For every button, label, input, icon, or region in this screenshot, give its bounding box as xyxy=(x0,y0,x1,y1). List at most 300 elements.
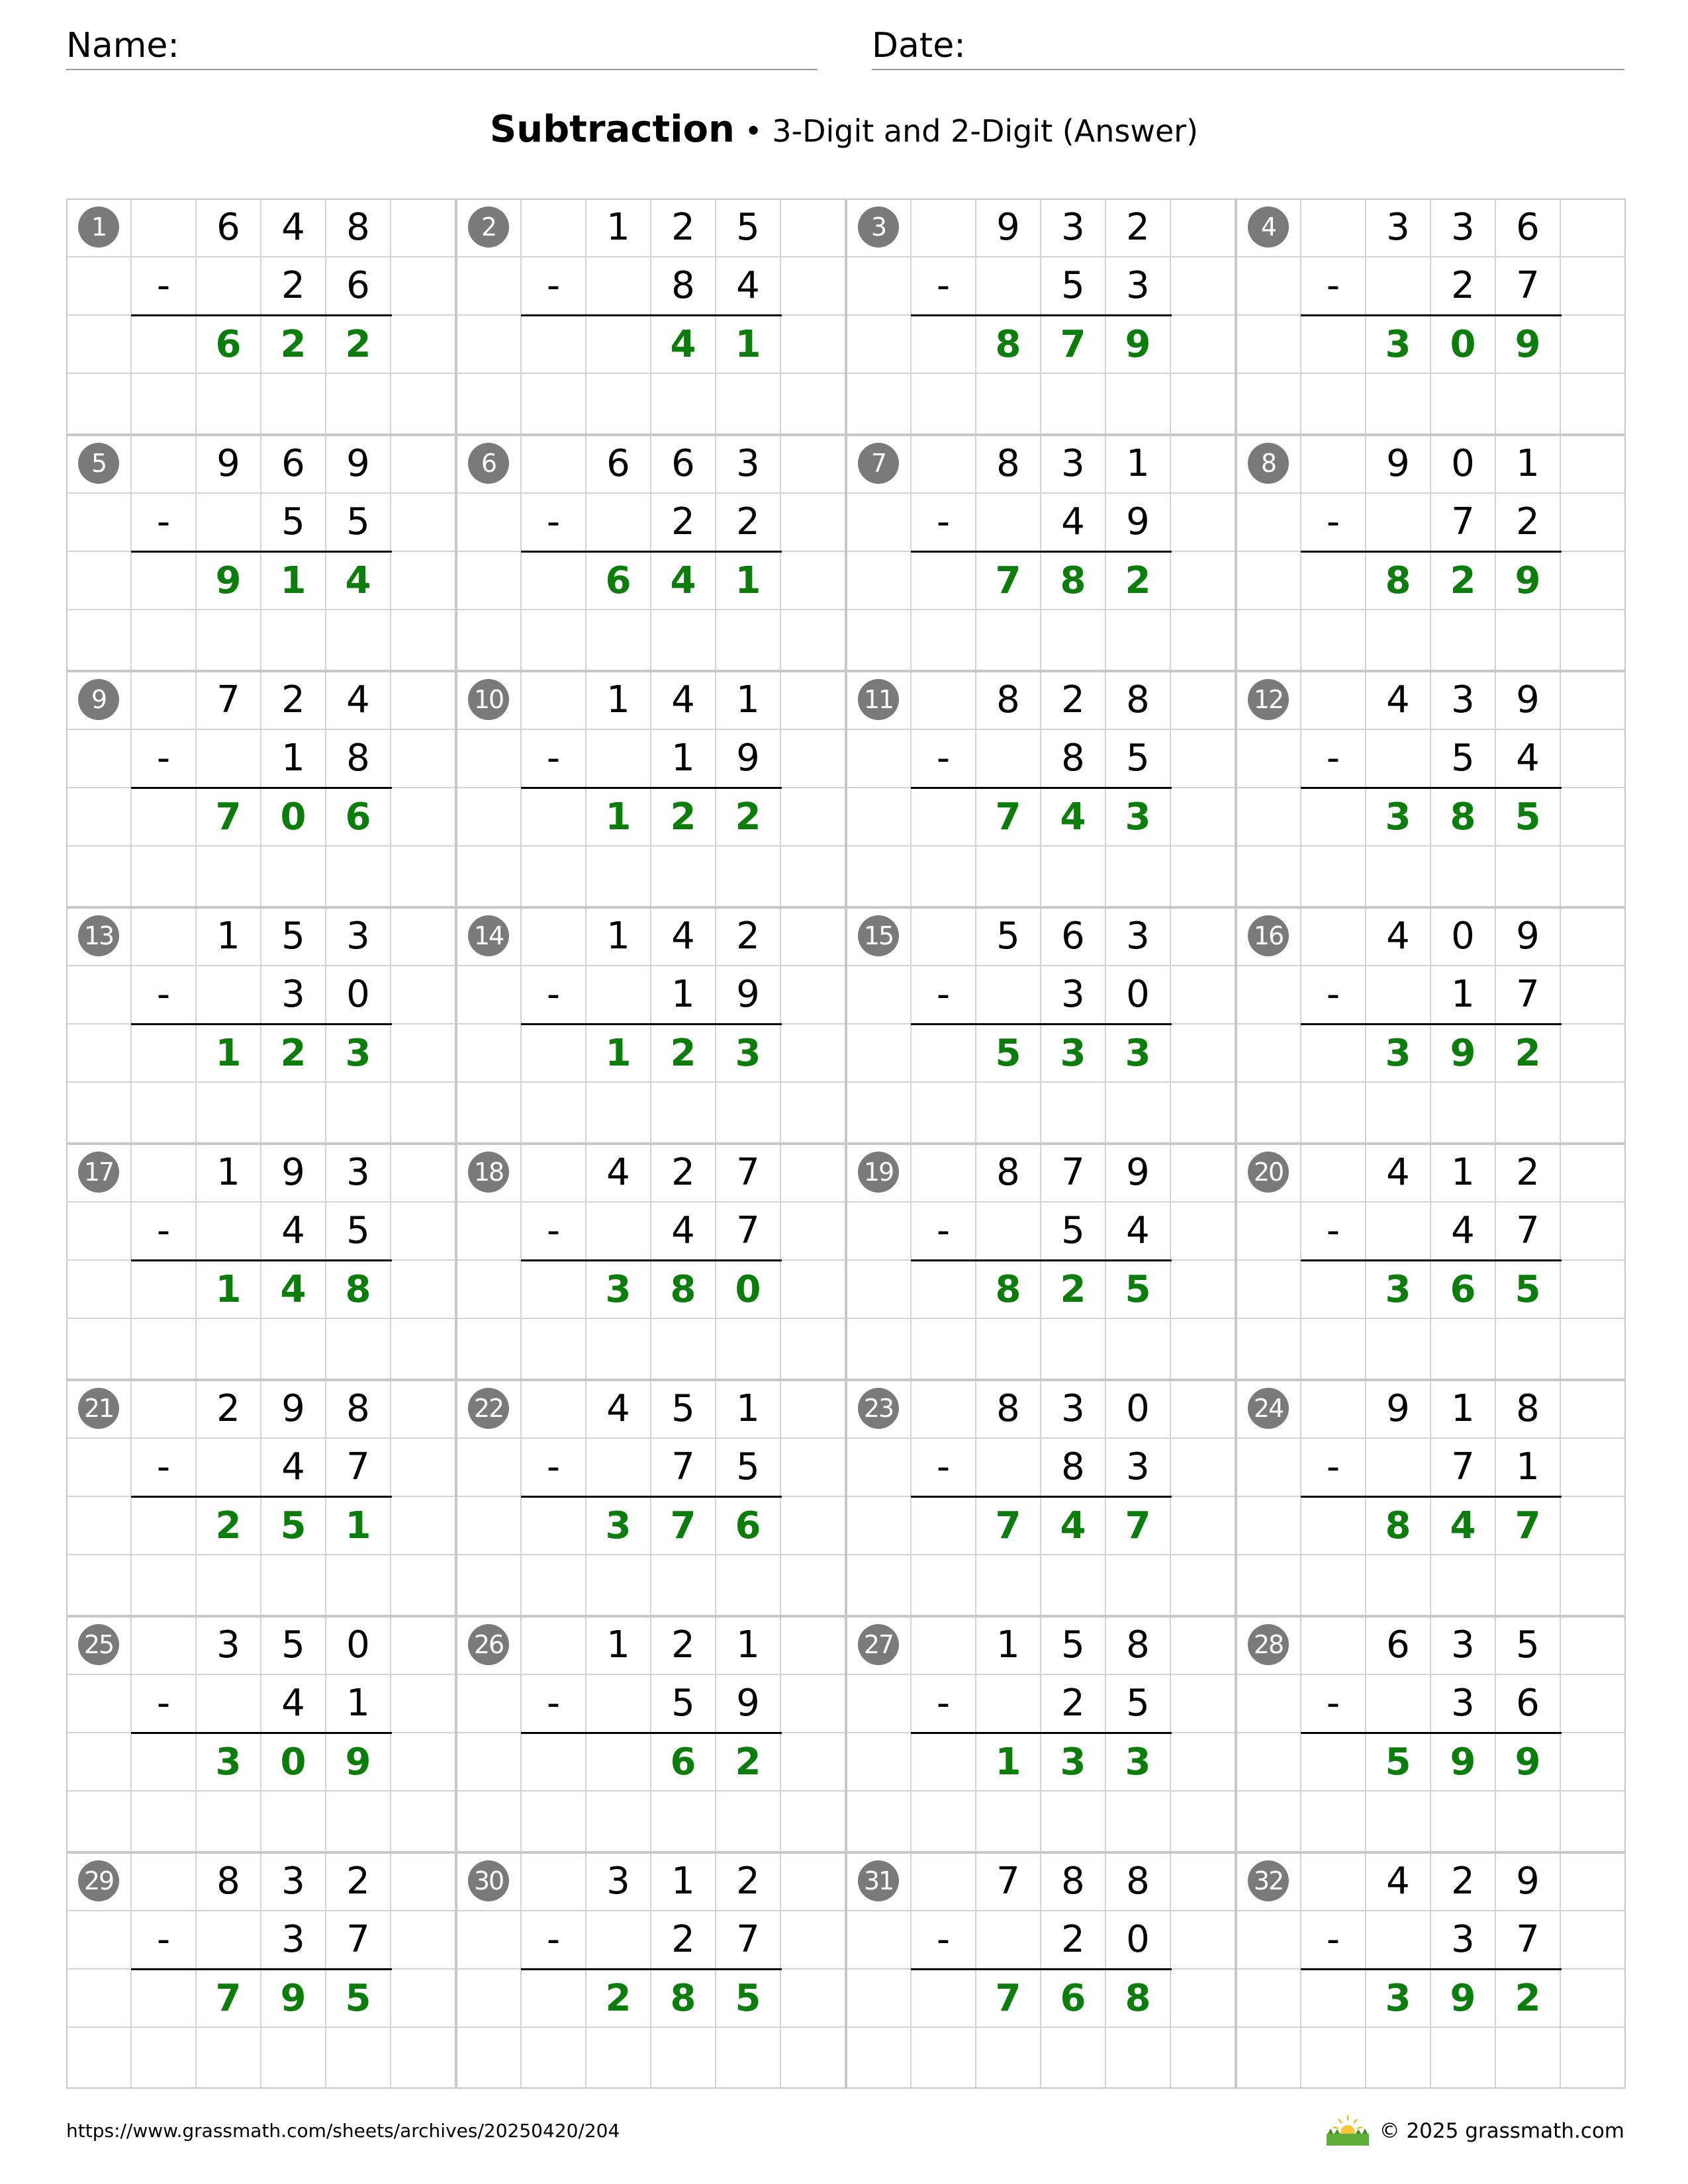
minus-sign: - xyxy=(546,1445,561,1489)
problem-number-badge: 20 xyxy=(1248,1152,1289,1193)
answer-digit: 5 xyxy=(345,1976,371,2020)
problem-30 xyxy=(456,1852,846,2089)
answer-digit: 7 xyxy=(215,1976,242,2020)
minuend-digit: 6 xyxy=(1386,1623,1410,1666)
minuend-digit: 9 xyxy=(1516,678,1540,721)
minus-sign: - xyxy=(156,500,171,544)
problem-10 xyxy=(456,671,846,907)
problem-number-badge: 14 xyxy=(468,915,509,956)
answer-digit: 1 xyxy=(605,795,632,839)
subtrahend-digit: 1 xyxy=(671,737,695,780)
answer-digit: 1 xyxy=(215,1031,242,1075)
answer-digit: 6 xyxy=(345,795,371,839)
subtrahend-digit: 4 xyxy=(1126,1209,1150,1253)
minus-sign: - xyxy=(936,973,951,1017)
problem-number-badge: 19 xyxy=(858,1152,899,1193)
minuend-digit: 8 xyxy=(346,206,370,249)
problem-number-badge: 27 xyxy=(858,1624,899,1665)
minuend-digit: 6 xyxy=(1061,915,1085,958)
subtrahend-digit: 0 xyxy=(346,973,370,1017)
subtrahend-digit: 1 xyxy=(1451,973,1475,1017)
problem-number-badge: 12 xyxy=(1248,679,1289,720)
subtrahend-digit: 2 xyxy=(1061,1918,1085,1962)
subtrahend-digit: 0 xyxy=(1126,973,1150,1017)
subtrahend-digit: 2 xyxy=(671,500,695,544)
answer-digit: 3 xyxy=(345,1031,371,1075)
minuend-digit: 7 xyxy=(996,1860,1020,1903)
minuend-digit: 5 xyxy=(1061,1623,1085,1666)
subtrahend-digit: 7 xyxy=(1516,1209,1540,1253)
problem-number-badge: 1 xyxy=(78,206,119,248)
answer-digit: 3 xyxy=(1385,322,1411,366)
problem-number-badge: 25 xyxy=(78,1624,119,1665)
minuend-digit: 9 xyxy=(1126,1151,1150,1194)
minuend-digit: 8 xyxy=(996,1151,1020,1194)
problem-number-badge: 26 xyxy=(468,1624,509,1665)
minuend-digit: 0 xyxy=(1451,915,1475,958)
answer-digit: 5 xyxy=(1515,1267,1541,1311)
minuend-digit: 3 xyxy=(606,1860,630,1903)
minus-sign: - xyxy=(156,1918,171,1962)
problem-number-badge: 21 xyxy=(78,1388,119,1429)
problem-28 xyxy=(1236,1616,1626,1852)
problem-31 xyxy=(846,1852,1236,2089)
subtrahend-digit: 2 xyxy=(281,264,305,308)
answer-digit: 2 xyxy=(605,1976,632,2020)
problem-22 xyxy=(456,1380,846,1616)
minuend-digit: 2 xyxy=(736,915,760,958)
minuend-digit: 0 xyxy=(1451,442,1475,485)
answer-digit: 3 xyxy=(1385,795,1411,839)
subtrahend-digit: 5 xyxy=(1126,1682,1150,1725)
minus-sign: - xyxy=(546,264,561,308)
answer-digit: 9 xyxy=(1515,322,1541,366)
minuend-digit: 3 xyxy=(1451,206,1475,249)
subtrahend-digit: 1 xyxy=(346,1682,370,1725)
minus-sign: - xyxy=(936,1445,951,1489)
problem-3 xyxy=(846,199,1236,435)
minuend-digit: 9 xyxy=(1386,1387,1410,1430)
problem-number-badge: 24 xyxy=(1248,1388,1289,1429)
minuend-digit: 9 xyxy=(216,442,240,485)
answer-digit: 0 xyxy=(1450,322,1476,366)
answer-digit: 1 xyxy=(280,559,306,602)
problem-18 xyxy=(456,1144,846,1380)
minuend-digit: 3 xyxy=(1061,1387,1085,1430)
answer-digit: 3 xyxy=(1060,1740,1086,1784)
minus-sign: - xyxy=(1326,1918,1340,1962)
subtrahend-digit: 3 xyxy=(1451,1682,1475,1725)
minuend-digit: 2 xyxy=(1451,1860,1475,1903)
minuend-digit: 3 xyxy=(1126,915,1150,958)
minuend-digit: 7 xyxy=(736,1151,760,1194)
problem-4 xyxy=(1236,199,1626,435)
problem-number-badge: 22 xyxy=(468,1388,509,1429)
answer-digit: 0 xyxy=(280,1740,306,1784)
minuend-digit: 9 xyxy=(1516,1860,1540,1903)
minuend-digit: 1 xyxy=(1126,442,1150,485)
subtrahend-digit: 7 xyxy=(1516,973,1540,1017)
problem-9 xyxy=(66,671,456,907)
minuend-digit: 8 xyxy=(216,1860,240,1903)
minuend-digit: 9 xyxy=(281,1151,305,1194)
subtrahend-digit: 7 xyxy=(736,1918,760,1962)
minuend-digit: 3 xyxy=(1061,206,1085,249)
answer-digit: 4 xyxy=(670,322,696,366)
problem-25 xyxy=(66,1616,456,1852)
answer-digit: 7 xyxy=(215,795,242,839)
minuend-digit: 4 xyxy=(671,915,695,958)
minuend-digit: 3 xyxy=(736,442,760,485)
problem-19 xyxy=(846,1144,1236,1380)
subtrahend-digit: 7 xyxy=(1451,1445,1475,1489)
minus-sign: - xyxy=(936,1682,951,1725)
problem-13 xyxy=(66,907,456,1144)
minuend-digit: 1 xyxy=(736,1387,760,1430)
minuend-digit: 2 xyxy=(1516,1151,1540,1194)
answer-digit: 8 xyxy=(345,1267,371,1311)
subtrahend-digit: 1 xyxy=(281,737,305,780)
answer-digit: 8 xyxy=(995,322,1021,366)
minuend-digit: 1 xyxy=(1451,1151,1475,1194)
answer-digit: 7 xyxy=(995,795,1021,839)
answer-digit: 7 xyxy=(995,1976,1021,2020)
minus-sign: - xyxy=(936,1918,951,1962)
problem-24 xyxy=(1236,1380,1626,1616)
answer-digit: 6 xyxy=(670,1740,696,1784)
problem-23 xyxy=(846,1380,1236,1616)
answer-digit: 8 xyxy=(670,1976,696,2020)
minuend-digit: 5 xyxy=(281,915,305,958)
problem-number-badge: 11 xyxy=(858,679,899,720)
subtrahend-digit: 0 xyxy=(1126,1918,1150,1962)
answer-digit: 5 xyxy=(280,1504,306,1547)
minus-sign: - xyxy=(156,264,171,308)
problem-17 xyxy=(66,1144,456,1380)
minuend-digit: 2 xyxy=(216,1387,240,1430)
minuend-digit: 3 xyxy=(346,1151,370,1194)
minus-sign: - xyxy=(1326,1445,1340,1489)
minus-sign: - xyxy=(156,973,171,1017)
answer-digit: 6 xyxy=(735,1504,761,1547)
subtrahend-digit: 7 xyxy=(1516,264,1540,308)
minus-sign: - xyxy=(1326,1682,1340,1725)
subtrahend-digit: 2 xyxy=(1061,1682,1085,1725)
minuend-digit: 0 xyxy=(1126,1387,1150,1430)
answer-digit: 9 xyxy=(280,1976,306,2020)
subtrahend-digit: 7 xyxy=(1451,500,1475,544)
answer-digit: 9 xyxy=(1450,1976,1476,2020)
minuend-digit: 5 xyxy=(281,1623,305,1666)
problem-number-badge: 2 xyxy=(468,206,509,248)
subtrahend-digit: 6 xyxy=(346,264,370,308)
minuend-digit: 2 xyxy=(281,678,305,721)
answer-digit: 2 xyxy=(280,1031,306,1075)
minuend-digit: 6 xyxy=(606,442,630,485)
minuend-digit: 1 xyxy=(606,915,630,958)
minuend-digit: 9 xyxy=(1386,442,1410,485)
minuend-digit: 1 xyxy=(216,1151,240,1194)
answer-digit: 3 xyxy=(1385,1267,1411,1311)
answer-digit: 7 xyxy=(1515,1504,1541,1547)
problem-number-badge: 16 xyxy=(1248,915,1289,956)
minuend-digit: 8 xyxy=(1126,678,1150,721)
answer-digit: 1 xyxy=(735,322,761,366)
problem-2 xyxy=(456,199,846,435)
subtrahend-digit: 2 xyxy=(671,1918,695,1962)
answer-digit: 3 xyxy=(1125,1031,1151,1075)
subtrahend-digit: 3 xyxy=(281,973,305,1017)
date-field[interactable] xyxy=(872,25,1624,70)
minuend-digit: 9 xyxy=(346,442,370,485)
subtrahend-digit: 5 xyxy=(1061,264,1085,308)
subtrahend-digit: 3 xyxy=(281,1918,305,1962)
minuend-digit: 3 xyxy=(1061,442,1085,485)
minuend-digit: 2 xyxy=(736,1860,760,1903)
minuend-digit: 4 xyxy=(1386,1151,1410,1194)
minuend-digit: 7 xyxy=(216,678,240,721)
answer-digit: 9 xyxy=(1515,559,1541,602)
minuend-digit: 4 xyxy=(671,678,695,721)
answer-digit: 5 xyxy=(735,1976,761,2020)
minus-sign: - xyxy=(156,1209,171,1253)
minuend-digit: 1 xyxy=(996,1623,1020,1666)
answer-digit: 4 xyxy=(1060,795,1086,839)
minuend-digit: 2 xyxy=(671,206,695,249)
minuend-digit: 4 xyxy=(281,206,305,249)
answer-digit: 1 xyxy=(735,559,761,602)
answer-digit: 3 xyxy=(1060,1031,1086,1075)
minus-sign: - xyxy=(1326,1209,1340,1253)
name-label: Name: xyxy=(66,26,179,66)
minuend-digit: 1 xyxy=(736,1623,760,1666)
minuend-digit: 8 xyxy=(996,442,1020,485)
problem-number-badge: 23 xyxy=(858,1388,899,1429)
answer-digit: 9 xyxy=(345,1740,371,1784)
answer-digit: 3 xyxy=(1125,1740,1151,1784)
answer-digit: 0 xyxy=(735,1267,761,1311)
subtrahend-digit: 5 xyxy=(736,1445,760,1489)
minuend-digit: 3 xyxy=(346,915,370,958)
subtrahend-digit: 7 xyxy=(1516,1918,1540,1962)
minuend-digit: 8 xyxy=(996,678,1020,721)
answer-digit: 3 xyxy=(735,1031,761,1075)
problem-29 xyxy=(66,1852,456,2089)
minus-sign: - xyxy=(546,973,561,1017)
answer-digit: 2 xyxy=(1515,1976,1541,2020)
subtrahend-digit: 6 xyxy=(1516,1682,1540,1725)
answer-digit: 5 xyxy=(1515,795,1541,839)
answer-digit: 9 xyxy=(1450,1740,1476,1784)
problem-number-badge: 18 xyxy=(468,1152,509,1193)
minuend-digit: 4 xyxy=(606,1151,630,1194)
minus-sign: - xyxy=(936,737,951,780)
answer-digit: 4 xyxy=(280,1267,306,1311)
answer-digit: 2 xyxy=(670,795,696,839)
minuend-digit: 8 xyxy=(996,1387,1020,1430)
answer-digit: 1 xyxy=(215,1267,242,1311)
problem-5 xyxy=(66,435,456,671)
problem-number-badge: 7 xyxy=(858,443,899,484)
minus-sign: - xyxy=(936,264,951,308)
minuend-digit: 9 xyxy=(996,206,1020,249)
minuend-digit: 1 xyxy=(736,678,760,721)
answer-digit: 1 xyxy=(345,1504,371,1547)
problem-20 xyxy=(1236,1144,1626,1380)
minuend-digit: 3 xyxy=(1451,678,1475,721)
subtrahend-digit: 8 xyxy=(346,737,370,780)
minuend-digit: 6 xyxy=(281,442,305,485)
answer-digit: 2 xyxy=(345,322,371,366)
answer-digit: 7 xyxy=(670,1504,696,1547)
minuend-digit: 6 xyxy=(671,442,695,485)
answer-digit: 6 xyxy=(1450,1267,1476,1311)
answer-digit: 1 xyxy=(605,1031,632,1075)
problem-number-badge: 3 xyxy=(858,206,899,248)
minuend-digit: 1 xyxy=(606,1623,630,1666)
subtrahend-digit: 4 xyxy=(1516,737,1540,780)
minuend-digit: 5 xyxy=(996,915,1020,958)
minuend-digit: 2 xyxy=(671,1623,695,1666)
minus-sign: - xyxy=(546,1918,561,1962)
minuend-digit: 1 xyxy=(606,678,630,721)
answer-digit: 7 xyxy=(995,1504,1021,1547)
worksheet-title xyxy=(0,106,1688,162)
problem-grid xyxy=(66,199,1626,2089)
answer-digit: 5 xyxy=(1385,1740,1411,1784)
minuend-digit: 7 xyxy=(1061,1151,1085,1194)
answer-digit: 4 xyxy=(1450,1504,1476,1547)
minuend-digit: 0 xyxy=(346,1623,370,1666)
minuend-digit: 5 xyxy=(1516,1623,1540,1666)
answer-digit: 3 xyxy=(1125,795,1151,839)
answer-digit: 4 xyxy=(1060,1504,1086,1547)
subtrahend-digit: 5 xyxy=(671,1682,695,1725)
subtrahend-digit: 3 xyxy=(1061,973,1085,1017)
name-field[interactable] xyxy=(66,25,818,70)
problem-6 xyxy=(456,435,846,671)
answer-digit: 4 xyxy=(345,559,371,602)
answer-digit: 9 xyxy=(1450,1031,1476,1075)
answer-digit: 7 xyxy=(995,559,1021,602)
problem-27 xyxy=(846,1616,1236,1852)
subtrahend-digit: 3 xyxy=(1126,1445,1150,1489)
minuend-digit: 8 xyxy=(346,1387,370,1430)
problem-number-badge: 9 xyxy=(78,679,119,720)
subtrahend-digit: 1 xyxy=(1516,1445,1540,1489)
answer-digit: 2 xyxy=(735,1740,761,1784)
answer-digit: 8 xyxy=(1125,1976,1151,2020)
minuend-digit: 5 xyxy=(736,206,760,249)
subtrahend-digit: 7 xyxy=(346,1918,370,1962)
answer-digit: 6 xyxy=(605,559,632,602)
date-label: Date: xyxy=(872,26,966,66)
subtrahend-digit: 8 xyxy=(1061,1445,1085,1489)
title-subtitle: • 3-Digit and 2-Digit (Answer) xyxy=(734,113,1199,149)
minuend-digit: 3 xyxy=(1451,1623,1475,1666)
problem-number-badge: 10 xyxy=(468,679,509,720)
minus-sign: - xyxy=(156,1682,171,1725)
minuend-digit: 4 xyxy=(1386,678,1410,721)
subtrahend-digit: 5 xyxy=(346,500,370,544)
problem-7 xyxy=(846,435,1236,671)
answer-digit: 9 xyxy=(1515,1740,1541,1784)
minus-sign: - xyxy=(1326,973,1340,1017)
subtrahend-digit: 1 xyxy=(671,973,695,1017)
subtrahend-digit: 4 xyxy=(671,1209,695,1253)
minuend-digit: 8 xyxy=(1061,1860,1085,1903)
answer-digit: 3 xyxy=(605,1267,632,1311)
subtrahend-digit: 2 xyxy=(1516,500,1540,544)
problem-14 xyxy=(456,907,846,1144)
subtrahend-digit: 9 xyxy=(736,973,760,1017)
subtrahend-digit: 4 xyxy=(1061,500,1085,544)
answer-digit: 1 xyxy=(995,1740,1021,1784)
minuend-digit: 1 xyxy=(671,1860,695,1903)
problem-number-badge: 6 xyxy=(468,443,509,484)
problem-number-badge: 32 xyxy=(1248,1860,1289,1901)
minus-sign: - xyxy=(546,737,561,780)
minuend-digit: 1 xyxy=(1451,1387,1475,1430)
minus-sign: - xyxy=(936,1209,951,1253)
subtrahend-digit: 7 xyxy=(736,1209,760,1253)
answer-digit: 2 xyxy=(1125,559,1151,602)
answer-digit: 2 xyxy=(1060,1267,1086,1311)
minus-sign: - xyxy=(546,500,561,544)
answer-digit: 5 xyxy=(1125,1267,1151,1311)
subtrahend-digit: 4 xyxy=(1451,1209,1475,1253)
footer-url: https://www.grassmath.com/sheets/archives/20250420/204 xyxy=(66,2120,620,2142)
answer-digit: 9 xyxy=(1125,322,1151,366)
problem-1 xyxy=(66,199,456,435)
subtrahend-digit: 5 xyxy=(1061,1209,1085,1253)
minuend-digit: 1 xyxy=(1516,442,1540,485)
minuend-digit: 9 xyxy=(281,1387,305,1430)
minuend-digit: 4 xyxy=(606,1387,630,1430)
answer-digit: 8 xyxy=(1060,559,1086,602)
minuend-digit: 8 xyxy=(1126,1860,1150,1903)
minuend-digit: 2 xyxy=(346,1860,370,1903)
subtrahend-digit: 8 xyxy=(671,264,695,308)
subtrahend-digit: 4 xyxy=(281,1209,305,1253)
answer-digit: 3 xyxy=(1385,1976,1411,2020)
answer-digit: 5 xyxy=(995,1031,1021,1075)
subtrahend-digit: 2 xyxy=(736,500,760,544)
minuend-digit: 4 xyxy=(346,678,370,721)
subtrahend-digit: 9 xyxy=(1126,500,1150,544)
minuend-digit: 2 xyxy=(1061,678,1085,721)
minuend-digit: 3 xyxy=(281,1860,305,1903)
subtrahend-digit: 9 xyxy=(736,737,760,780)
answer-digit: 8 xyxy=(1385,559,1411,602)
answer-digit: 2 xyxy=(1450,559,1476,602)
minuend-digit: 5 xyxy=(671,1387,695,1430)
title-main: Subtraction xyxy=(489,108,735,151)
subtrahend-digit: 3 xyxy=(1126,264,1150,308)
subtrahend-digit: 5 xyxy=(281,500,305,544)
answer-digit: 8 xyxy=(1450,795,1476,839)
answer-digit: 2 xyxy=(735,795,761,839)
problem-8 xyxy=(1236,435,1626,671)
minus-sign: - xyxy=(1326,737,1340,780)
answer-digit: 2 xyxy=(280,322,306,366)
minuend-digit: 4 xyxy=(1386,915,1410,958)
subtrahend-digit: 7 xyxy=(671,1445,695,1489)
subtrahend-digit: 4 xyxy=(736,264,760,308)
subtrahend-digit: 7 xyxy=(346,1445,370,1489)
answer-digit: 3 xyxy=(605,1504,632,1547)
problem-21 xyxy=(66,1380,456,1616)
